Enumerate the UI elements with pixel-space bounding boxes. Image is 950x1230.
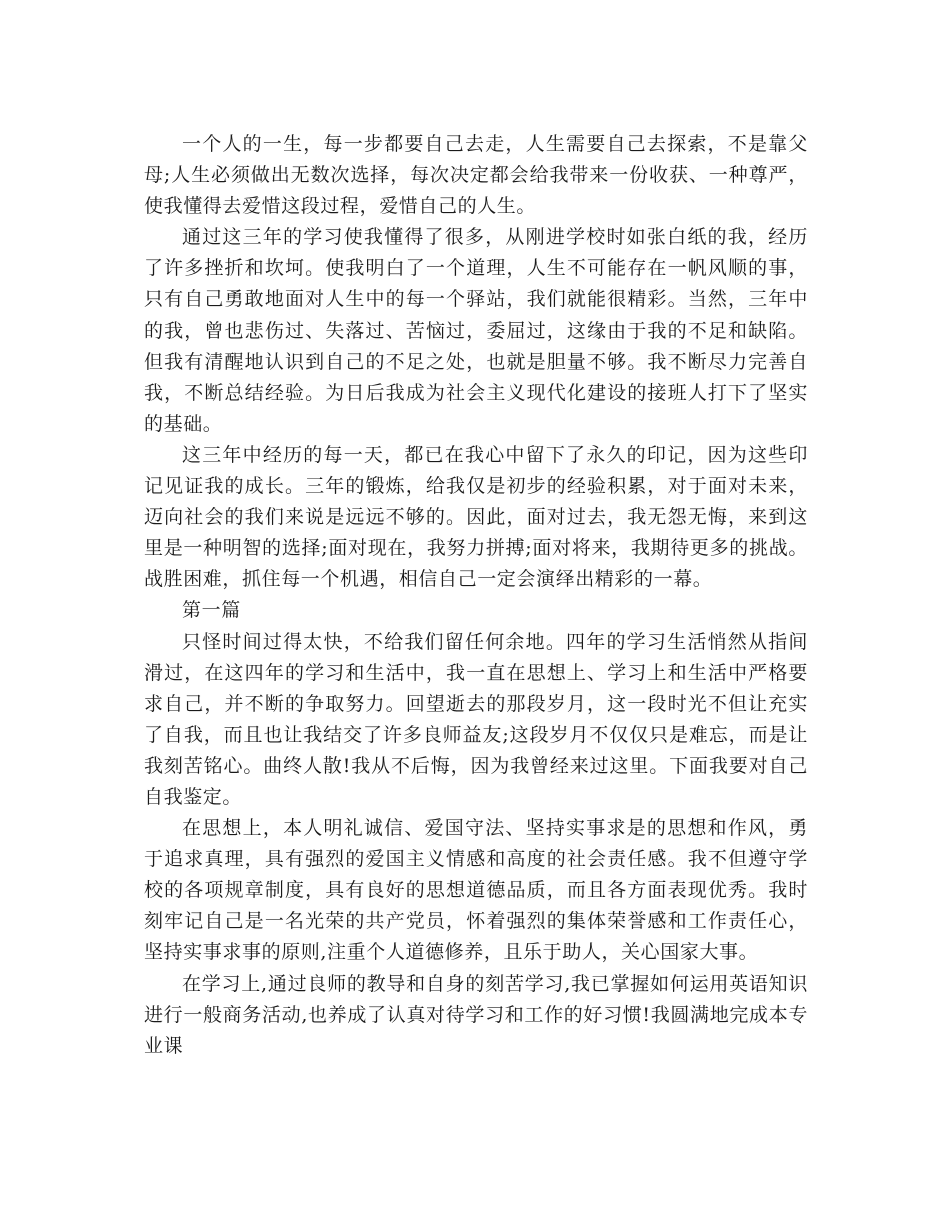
paragraph-3: 这三年中经历的每一天，都已在我心中留下了永久的印记，因为这些印记见证我的成长。三年的锻炼，给我仅是初步的经验积累，对于面对未来，迈向社会的我们来说是远远不够的。因此，面对过去，我无怨无悔，来到这里是一种明智的选择;面对现在，我努力拼搏;面对将来，我期待更多的挑战。战胜困难，抓住每一个机遇，相信自己一定会演绎出精彩的一幕。 <box>144 443 808 591</box>
paragraph-5: 在思想上，本人明礼诚信、爱国守法、坚持实事求是的思想和作风，勇于追求真理，具有强烈的爱国主义情感和高度的社会责任感。我不但遵守学校的各项规章制度，具有良好的思想道德品质，而且各方面表现优秀。我时刻牢记自己是一名光荣的共产党员，怀着强烈的集体荣誉感和工作责任心，坚持实事求事的原则,注重个人道德修养，且乐于助人，关心国家大事。 <box>144 817 808 964</box>
document-body <box>144 129 808 1062</box>
paragraph-4: 只怪时间过得太快，不给我们留任何余地。四年的学习生活悄然从指间滑过，在这四年的学习和生活中，我一直在思想上、学习上和生活中严格要求自己，并不断的争取努力。回望逝去的那段岁月，这一段时光不但让充实了自我，而且也让我结交了许多良师益友;这段岁月不仅仅只是难忘，而是让我刻苦铭心。曲终人散!我从不后悔，因为我曾经来过这里。下面我要对自己自我鉴定。 <box>144 630 808 808</box>
paragraph-2: 通过这三年的学习使我懂得了很多，从刚进学校时如张白纸的我，经历了许多挫折和坎坷。使我明白了一个道理，人生不可能存在一帆风顺的事，只有自己勇敢地面对人生中的每一个驿站，我们就能很精彩。当然，三年中的我，曾也悲伤过、失落过、苦恼过，委屈过，这缘由于我的不足和缺陷。但我有清醒地认识到自己的不足之处，也就是胆量不够。我不断尽力完善自我，不断总结经验。为日后我成为社会主义现代化建设的接班人打下了坚实的基础。 <box>144 226 808 435</box>
paragraph-6: 在学习上,通过良师的教导和自身的刻苦学习,我已掌握如何运用英语知识进行一般商务活动,也养成了认真对待学习和工作的好习惯!我圆满地完成本专业课 <box>144 972 808 1057</box>
paragraph-1: 一个人的一生，每一步都要自己去走，人生需要自己去探索，不是靠父母;人生必须做出无数次选择，每次决定都会给我带来一份收获、一种尊严，使我懂得去爱惜这段过程，爱惜自己的人生。 <box>144 133 808 218</box>
section-heading: 第一篇 <box>182 599 241 622</box>
